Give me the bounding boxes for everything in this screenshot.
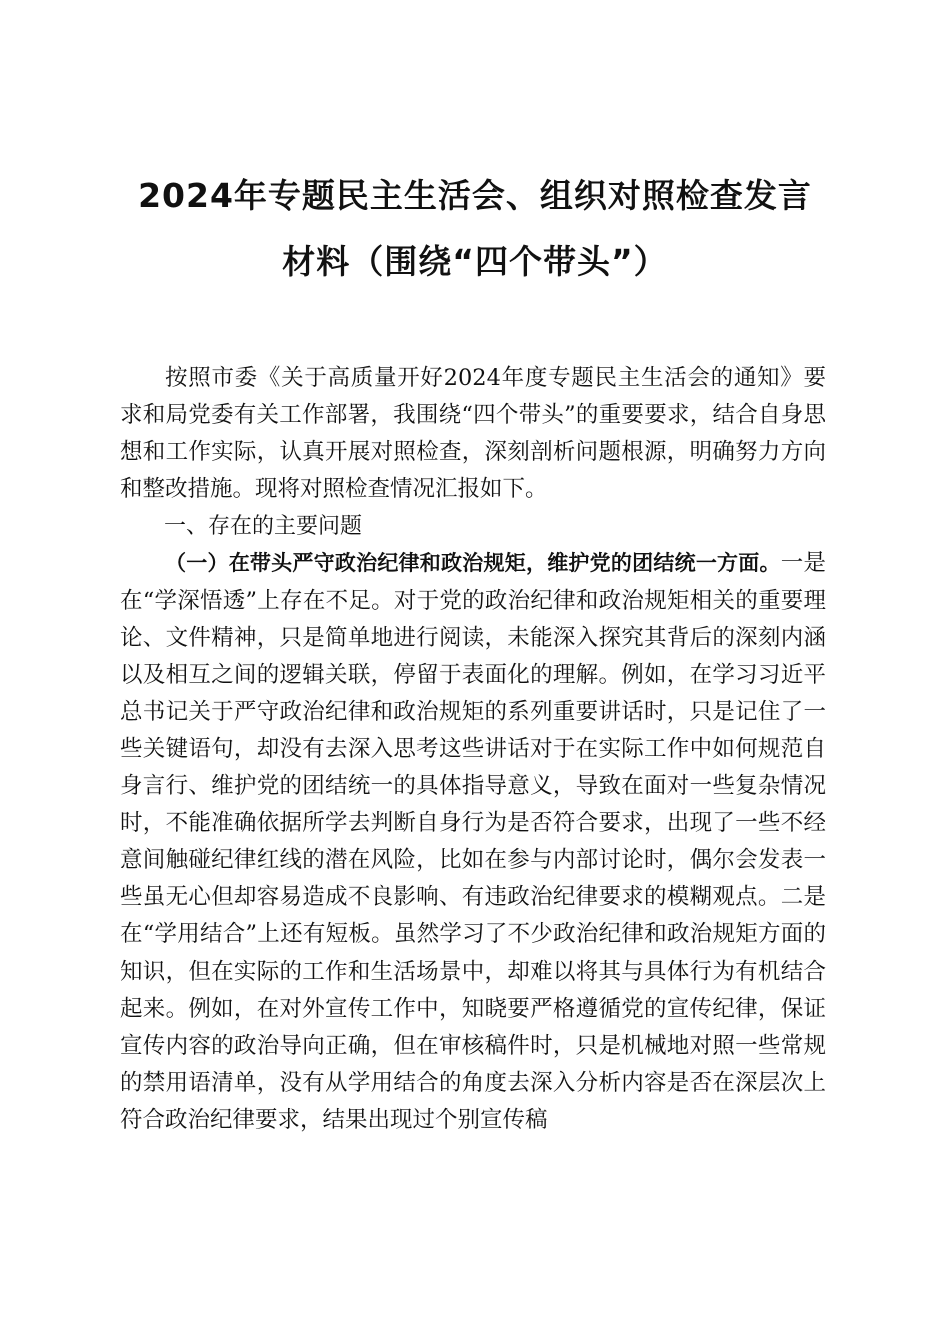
intro-paragraph: 按照市委《关于高质量开好2024年度专题民主生活会的通知》要求和局党委有关工作部署，我围绕“四个带头”的重要要求，结合自身思想和工作实际，认真开展对照检查，深刻剖析问题根源，明确努力方向和整改措施。现将对照检查情况汇报如下。 bbox=[120, 365, 826, 503]
subsection-heading-1: （一）在带头严守政治纪律和政治规矩，维护党的团结统一方面。 bbox=[165, 551, 781, 576]
section-heading-1: 一、存在的主要问题 bbox=[164, 514, 363, 540]
subsection-paragraph-1 bbox=[120, 545, 826, 1139]
document-title-line-1: 2024年专题民主生活会、组织对照检查发言 bbox=[138, 176, 812, 215]
document-body bbox=[120, 360, 826, 1139]
subsection-body-1: 一是在“学深悟透”上存在不足。对于党的政治纪律和政治规矩相关的重要理论、文件精神，只是简单地进行阅读，未能深入探究其背后的深刻内涵以及相互之间的逻辑关联，停留于表面化的理解。例如，在学习习近平总书记关于严守政治纪律和政治规矩的系列重要讲话时，只是记住了一些关键语句，却没有去深入思考这些讲话对于在实际工作中如何规范自身言行、维护党的团结统一的具体指导意义，导致在面对一些复杂情况时，不能准确依据所学去判断自身行为是否符合要求，出现了一些不经意间触碰纪律红线的潜在风险，比如在参与内部讨论时，偶尔会发表一些虽无心但却容易造成不良影响、有违政治纪律要求的模糊观点。二是在“学用结合”上还有短板。虽然学习了不少政治纪律和政治规矩方面的知识，但在实际的工作和生活场景中，却难以将其与具体行为有机结合起来。例如，在对外宣传工作中，知晓要严格遵循党的宣传纪律，保证宣传内容的政治导向正确，但在审核稿件时，只是机械地对照一些常规的禁用语清单，没有从学用结合的角度去深入分析内容是否在深层次上符合政治纪律要求，结果出现过个别宣传稿 bbox=[120, 550, 826, 1133]
document-title-line-2: 材料（围绕“四个带头”） bbox=[282, 242, 668, 281]
